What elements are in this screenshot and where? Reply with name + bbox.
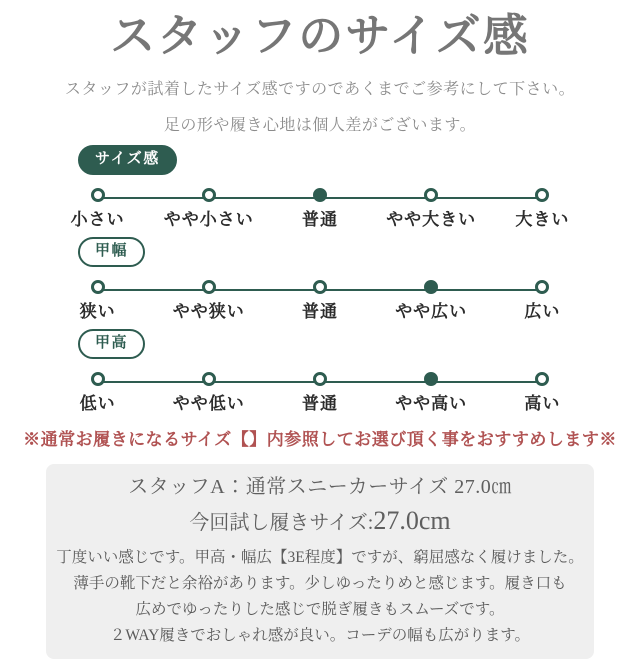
scale-option [376,280,487,324]
scale-option-label: やや大きい [386,209,477,229]
scale-option-label: 高い [524,393,561,413]
scale-option-label: やや低い [172,393,245,413]
scale-option-label: 普通 [301,301,338,321]
review-body-line: 広めでゆったりした感じで脱ぎ履きもスムーズです。 [135,601,505,619]
subtitle-line-2: 足の形や履き心地は個人差がございます。 [163,117,477,135]
scale-option [487,188,598,232]
scale-option [264,372,375,416]
scale-dot [202,188,216,202]
review-body-line: ２WAY履きでおしゃれ感が良い。コーデの幅も広がります。 [109,627,531,645]
scale-dot [535,188,549,202]
scale-option-label: 狭い [79,301,116,321]
rating-scales [42,145,598,415]
scale-dot [313,372,327,386]
scale-dot [202,372,216,386]
scale-dot [535,280,549,294]
scale-dot [91,188,105,202]
scale-option-label: 小さい [70,209,125,229]
tried-size-line [54,504,586,538]
scale-option-label: 大きい [515,209,570,229]
scale-badge: サイズ感 [78,145,177,174]
scale-section-1 [42,237,598,323]
tried-size-label: 今回試し履きサイズ: [189,512,374,535]
scale-dot [313,280,327,294]
scale-dot [91,372,105,386]
scale-option-label: 低い [79,393,116,413]
scale-option [376,188,487,232]
scale-dot [424,188,438,202]
scale-option [153,372,264,416]
scale-option-label: 普通 [301,209,338,229]
page-title: スタッフのサイズ感 [110,11,530,61]
scale-row [42,280,598,324]
scale-option-label: やや小さい [163,209,254,229]
scale-section-2 [42,329,598,415]
scale-option-label: やや広い [395,301,468,321]
scale-option-label: 普通 [301,393,338,413]
tried-size-value: 27.0cm [373,506,451,536]
scale-option [487,372,598,416]
scale-option-label: やや高い [395,393,468,413]
scale-dot [202,280,216,294]
scale-badge: 甲高 [78,329,145,358]
scale-option [153,280,264,324]
scale-option [42,188,153,232]
scale-option [264,188,375,232]
scale-option [264,280,375,324]
scale-row [42,188,598,232]
scale-dot-selected [424,372,438,386]
scale-option [376,372,487,416]
scale-option-label: 広い [524,301,561,321]
review-body [54,545,586,649]
staff-sneaker-size: スタッフA：通常スニーカーサイズ 27.0㎝ [128,476,512,499]
scale-badge: 甲幅 [78,237,145,266]
size-selection-note: ※通常お履きになるサイズ【】内参照してお選び頂く事をおすすめします※ [23,430,617,450]
scale-option-label: やや狭い [172,301,245,321]
scale-option [42,280,153,324]
scale-section-0 [42,145,598,231]
scale-dot [91,280,105,294]
scale-option [42,372,153,416]
scale-dot [535,372,549,386]
review-body-line: 薄手の靴下だと余裕があります。少しゆったりめと感じます。履き口も [73,575,567,593]
scale-option [153,188,264,232]
scale-dot-selected [313,188,327,202]
review-body-line: 丁度いい感じです。甲高・幅広【3E程度】ですが、窮屈感なく履けました。 [56,549,584,567]
scale-row [42,372,598,416]
staff-review-box [46,464,594,659]
subtitle-line-1: スタッフが試着したサイズ感ですのであくまでご参考にして下さい。 [64,81,576,99]
scale-option [487,280,598,324]
scale-dot-selected [424,280,438,294]
